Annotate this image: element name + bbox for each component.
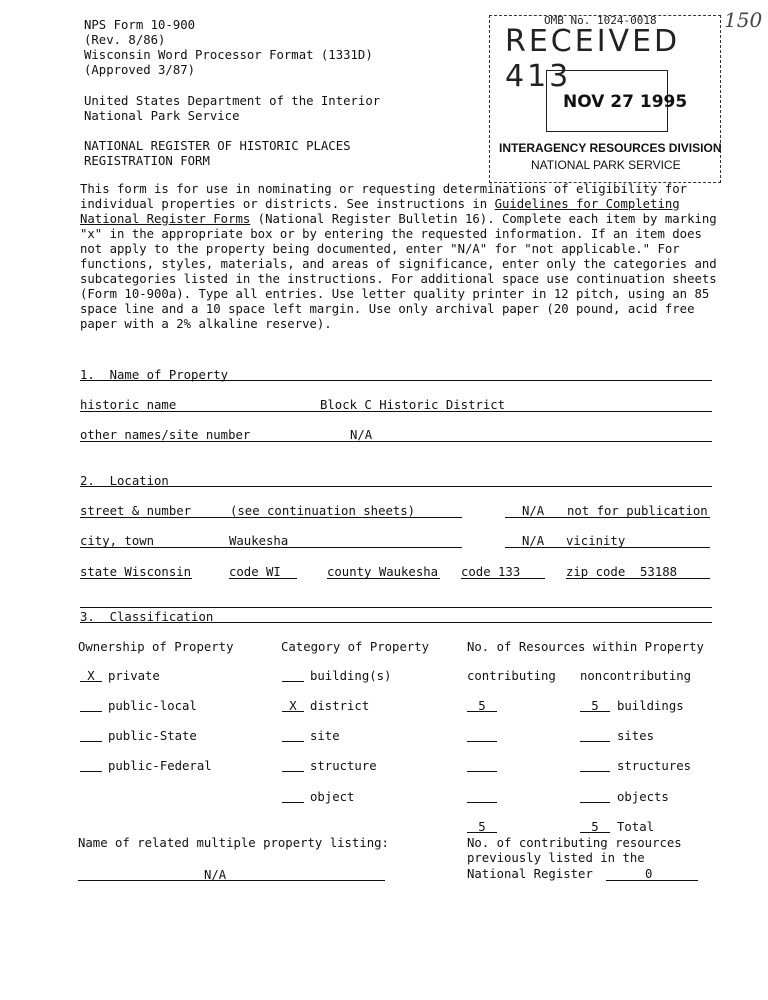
buildings-noncontributing[interactable] [580, 699, 610, 714]
zip-code: zip code 53188 [566, 565, 678, 579]
sites-contributing[interactable] [467, 729, 497, 746]
revision: (Rev. 8/86) [84, 33, 166, 47]
approval-date: (Approved 3/87) [84, 63, 196, 77]
category-object-checkbox[interactable] [282, 790, 304, 807]
section3-rule [80, 622, 712, 623]
instructions-part2: (National Register Bulletin 16). Complete each item by marking "x" in the appropriate box or by entering the requested information. If an item does not apply to the property being documented, enter "N/A" for "not applicable." For functions, styles, materials, and areas of significance, enter only the categories and subcategories listed in the instructions. For additional space use continuation sheets (Form 10-900a). Type all entries. Use letter quality printer in 12 pitch, using an 85 space line and a 10 space left margin. Use only archival paper (20 pound, acid free paper with a 2% alkaline reserve). [80, 212, 717, 331]
ownership-private-label: private [108, 669, 160, 683]
ownership-local-label: public-local [108, 699, 197, 713]
category-building-label: building(s) [310, 669, 392, 683]
county-label: county Waukesha [327, 565, 439, 579]
buildings-noncontributing-value: 5 [580, 699, 610, 712]
resources-heading: No. of Resources within Property [467, 640, 704, 654]
ownership-state-label: public-State [108, 729, 197, 743]
other-names-line [80, 441, 712, 442]
received-date: NOV 27 1995 [563, 92, 688, 112]
vicinity-label: vicinity [566, 534, 626, 548]
received-text: RECEIVED 413 [505, 24, 681, 94]
city-na: N/A [522, 534, 545, 548]
form-title: REGISTRATION FORM [84, 154, 210, 168]
form-number: NPS Form 10-900 [84, 18, 196, 32]
objects-contributing[interactable] [467, 790, 497, 807]
structures-noncontributing[interactable] [580, 759, 610, 776]
previous-listing-count: 0 [645, 867, 653, 881]
category-site-checkbox[interactable] [282, 729, 304, 746]
state-label: state Wisconsin [80, 565, 192, 579]
publication-line [505, 517, 710, 518]
county-code: code 133 [461, 565, 521, 579]
ownership-state-checkbox[interactable] [80, 729, 102, 746]
total-noncontributing[interactable] [580, 820, 610, 835]
previous-listing-line3: National Register [467, 867, 593, 881]
agency: National Park Service [84, 109, 240, 123]
register-title: NATIONAL REGISTER OF HISTORIC PLACES [84, 139, 351, 153]
district-mark: X [282, 699, 304, 712]
street-na: N/A [522, 504, 545, 518]
section2-heading: 2. Location [80, 474, 169, 488]
county-code-line [461, 578, 545, 579]
structures-label: structures [617, 759, 692, 773]
objects-noncontributing[interactable] [580, 790, 610, 807]
omb-number: OMB No. 1024-0018 [544, 14, 657, 27]
processor-format: Wisconsin Word Processor Format (1331D) [84, 48, 373, 62]
category-district-label: district [310, 699, 370, 713]
state-code-line [229, 578, 297, 579]
stamp-division: INTERAGENCY RESOURCES DIVISION [499, 141, 722, 155]
city-value: Waukesha [229, 534, 289, 548]
state-line [80, 578, 192, 579]
category-heading: Category of Property [281, 640, 430, 654]
instructions-paragraph [80, 182, 720, 332]
historic-name-value: Block C Historic District [320, 398, 506, 412]
previous-listing-line2: previously listed in the [467, 851, 645, 865]
related-listing-label: Name of related multiple property listing: [78, 836, 389, 850]
section2-rule [80, 486, 712, 487]
related-listing-value: N/A [204, 868, 227, 882]
received-stamp [489, 15, 721, 183]
department: United States Department of the Interior [84, 94, 381, 108]
category-structure-label: structure [310, 759, 377, 773]
instructions-part1: This form is for use in nominating or requesting determinations of eligibility for individual properties or districts. See instructions in [80, 182, 688, 211]
historic-name-line [80, 411, 712, 412]
category-site-label: site [310, 729, 340, 743]
buildings-contributing-value: 5 [467, 699, 497, 712]
sites-noncontributing[interactable] [580, 729, 610, 746]
other-names-label: other names/site number [80, 428, 251, 442]
category-building-checkbox[interactable] [282, 669, 304, 686]
total-contributing[interactable] [467, 820, 497, 835]
previous-listing-line1: No. of contributing resources [467, 836, 682, 850]
previous-listing-line [606, 880, 698, 881]
not-for-publication: not for publication [567, 504, 708, 518]
section1-rule [80, 380, 712, 381]
noncontributing-label: noncontributing [580, 669, 692, 683]
ownership-federal-label: public-Federal [108, 759, 212, 773]
total-noncontributing-value: 5 [580, 820, 610, 833]
private-mark: X [80, 669, 102, 682]
ownership-federal-checkbox[interactable] [80, 759, 102, 776]
buildings-label: buildings [617, 699, 684, 713]
category-structure-checkbox[interactable] [282, 759, 304, 776]
state-code: code WI [229, 565, 281, 579]
guidelines-reference: Guidelines for Completing National Register Forms [80, 197, 680, 226]
total-contributing-value: 5 [467, 820, 497, 833]
buildings-contributing[interactable] [467, 699, 497, 714]
county-line [327, 578, 440, 579]
objects-label: objects [617, 790, 669, 804]
ownership-local-checkbox[interactable] [80, 699, 102, 716]
category-object-label: object [310, 790, 355, 804]
zip-line [566, 578, 710, 579]
city-line [80, 547, 462, 548]
total-label: Total [617, 820, 655, 834]
other-names-value: N/A [350, 428, 373, 442]
handwritten-number: 150 [724, 8, 763, 32]
sites-label: sites [617, 729, 655, 743]
street-value: (see continuation sheets) [230, 504, 416, 518]
related-listing-line [78, 880, 385, 881]
street-label: street & number [80, 504, 192, 518]
structures-contributing[interactable] [467, 759, 497, 776]
stamp-service: NATIONAL PARK SERVICE [531, 158, 681, 172]
section1-heading: 1. Name of Property [80, 368, 229, 382]
section3-heading: 3. Classification [80, 610, 214, 624]
section2-end-rule [80, 607, 712, 608]
ownership-private-checkbox[interactable] [80, 669, 102, 684]
category-district-checkbox[interactable] [282, 699, 304, 714]
street-line [80, 517, 462, 518]
city-label: city, town [80, 534, 155, 548]
historic-name-label: historic name [80, 398, 177, 412]
vicinity-line [505, 547, 710, 548]
ownership-heading: Ownership of Property [78, 640, 234, 654]
contributing-label: contributing [467, 669, 556, 683]
